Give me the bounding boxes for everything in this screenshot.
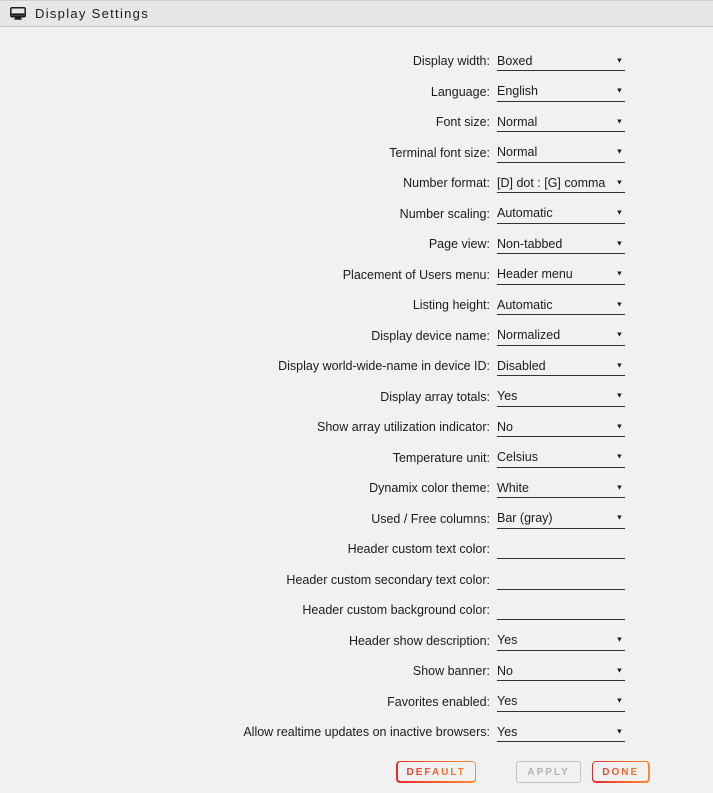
select-value: Yes xyxy=(497,724,518,739)
setting-select-temperature-unit[interactable] xyxy=(497,448,625,468)
chevron-down-icon: ▼ xyxy=(615,331,624,339)
select-value: [D] dot : [G] comma xyxy=(497,175,606,190)
chevron-down-icon: ▼ xyxy=(615,636,624,644)
settings-row-header-custom-text-color xyxy=(0,534,713,565)
setting-label: Show banner: xyxy=(412,664,490,679)
chevron-down-icon: ▼ xyxy=(615,453,624,461)
setting-label: Font size: xyxy=(435,115,490,130)
setting-label: Listing height: xyxy=(412,298,490,313)
setting-select-terminal-font-size[interactable] xyxy=(497,143,625,163)
setting-select-language[interactable] xyxy=(497,82,625,102)
chevron-down-icon: ▼ xyxy=(615,179,624,187)
settings-row-temperature-unit xyxy=(0,443,713,474)
select-value: Non-tabbed xyxy=(497,236,563,251)
setting-select-placement-of-users-menu[interactable] xyxy=(497,265,625,285)
display-icon xyxy=(10,7,26,21)
setting-label: Display array totals: xyxy=(380,389,490,404)
select-value: Header menu xyxy=(497,267,573,282)
settings-row-listing-height xyxy=(0,290,713,321)
settings-row-number-format xyxy=(0,168,713,199)
select-value: Yes xyxy=(497,633,518,648)
setting-label: Number scaling: xyxy=(399,206,490,221)
setting-select-font-size[interactable] xyxy=(497,112,625,132)
settings-row-display-device-name xyxy=(0,321,713,352)
settings-row-display-world-wide-name-in-device-id xyxy=(0,351,713,382)
select-value: Yes xyxy=(497,389,518,404)
settings-row-header-custom-secondary-text-color xyxy=(0,565,713,596)
setting-text-input-header-custom-text-color[interactable] xyxy=(497,539,625,559)
done-button[interactable] xyxy=(592,761,650,783)
chevron-down-icon: ▼ xyxy=(615,484,624,492)
select-value: Boxed xyxy=(497,53,533,68)
select-value: English xyxy=(497,84,538,99)
setting-select-display-width[interactable] xyxy=(497,51,625,71)
settings-row-show-array-utilization-indicator xyxy=(0,412,713,443)
setting-select-display-array-totals[interactable] xyxy=(497,387,625,407)
setting-label: Placement of Users menu: xyxy=(342,267,490,282)
chevron-down-icon: ▼ xyxy=(615,240,624,248)
default-button[interactable] xyxy=(396,761,476,783)
setting-label: Display world-wide-name in device ID: xyxy=(278,359,490,374)
select-value: Bar (gray) xyxy=(497,511,553,526)
setting-label: Header custom text color: xyxy=(347,542,490,557)
setting-label: Used / Free columns: xyxy=(371,511,490,526)
setting-select-listing-height[interactable] xyxy=(497,295,625,315)
setting-text-input-header-custom-background-color[interactable] xyxy=(497,600,625,620)
select-value: White xyxy=(497,480,529,495)
settings-row-allow-realtime-updates-on-inactive-browsers xyxy=(0,717,713,748)
settings-row-terminal-font-size xyxy=(0,138,713,169)
settings-row-font-size xyxy=(0,107,713,138)
setting-label: Header custom background color: xyxy=(302,603,490,618)
page-title: Display Settings xyxy=(35,6,150,21)
chevron-down-icon: ▼ xyxy=(615,362,624,370)
chevron-down-icon: ▼ xyxy=(615,392,624,400)
select-value: Celsius xyxy=(497,450,538,465)
setting-select-page-view[interactable] xyxy=(497,234,625,254)
setting-select-header-show-description[interactable] xyxy=(497,631,625,651)
settings-row-number-scaling xyxy=(0,199,713,230)
setting-label: Header custom secondary text color: xyxy=(286,572,490,587)
setting-select-dynamix-color-theme[interactable] xyxy=(497,478,625,498)
apply-button[interactable]: APPLY xyxy=(516,761,580,783)
chevron-down-icon: ▼ xyxy=(615,728,624,736)
select-value: Yes xyxy=(497,694,518,709)
select-value: Normal xyxy=(497,145,538,160)
setting-label: Header show description: xyxy=(348,633,490,648)
settings-row-used-free-columns xyxy=(0,504,713,535)
setting-select-display-device-name[interactable] xyxy=(497,326,625,346)
chevron-down-icon: ▼ xyxy=(615,667,624,675)
chevron-down-icon: ▼ xyxy=(615,697,624,705)
select-value: Automatic xyxy=(497,297,553,312)
settings-row-placement-of-users-menu xyxy=(0,260,713,291)
setting-label: Language: xyxy=(430,84,490,99)
setting-select-number-scaling[interactable] xyxy=(497,204,625,224)
setting-select-number-format[interactable] xyxy=(497,173,625,193)
chevron-down-icon: ▼ xyxy=(615,514,624,522)
select-value: No xyxy=(497,419,513,434)
setting-select-display-world-wide-name-in-device-id[interactable] xyxy=(497,356,625,376)
setting-label: Favorites enabled: xyxy=(387,694,490,709)
settings-row-favorites-enabled xyxy=(0,687,713,718)
chevron-down-icon: ▼ xyxy=(615,87,624,95)
settings-row-show-banner xyxy=(0,656,713,687)
chevron-down-icon: ▼ xyxy=(615,301,624,309)
select-value: No xyxy=(497,663,513,678)
chevron-down-icon: ▼ xyxy=(615,118,624,126)
settings-row-display-array-totals xyxy=(0,382,713,413)
setting-label: Terminal font size: xyxy=(389,145,490,160)
setting-text-input-header-custom-secondary-text-color[interactable] xyxy=(497,570,625,590)
select-value: Automatic xyxy=(497,206,553,221)
select-value: Disabled xyxy=(497,358,546,373)
settings-row-page-view xyxy=(0,229,713,260)
settings-row-display-width xyxy=(0,46,713,77)
select-value: Normalized xyxy=(497,328,561,343)
done-button-label: DONE xyxy=(593,762,648,781)
settings-row-dynamix-color-theme xyxy=(0,473,713,504)
setting-label: Display width: xyxy=(412,54,490,69)
setting-label: Allow realtime updates on inactive browsers: xyxy=(243,725,490,740)
settings-row-header-custom-background-color xyxy=(0,595,713,626)
chevron-down-icon: ▼ xyxy=(615,148,624,156)
chevron-down-icon: ▼ xyxy=(615,423,624,431)
default-button-label: DEFAULT xyxy=(398,762,475,781)
settings-form xyxy=(0,27,713,748)
setting-label: Number format: xyxy=(403,176,490,191)
button-row xyxy=(396,761,713,783)
select-value: Normal xyxy=(497,114,538,129)
settings-row-header-show-description xyxy=(0,626,713,657)
setting-label: Page view: xyxy=(428,237,490,252)
setting-label: Temperature unit: xyxy=(392,450,490,465)
setting-label: Display device name: xyxy=(371,328,490,343)
setting-select-show-array-utilization-indicator[interactable] xyxy=(497,417,625,437)
setting-select-used-free-columns[interactable] xyxy=(497,509,625,529)
chevron-down-icon: ▼ xyxy=(615,209,624,217)
setting-label: Dynamix color theme: xyxy=(369,481,490,496)
titlebar xyxy=(0,0,713,27)
setting-label: Show array utilization indicator: xyxy=(317,420,490,435)
setting-select-allow-realtime-updates-on-inactive-browsers[interactable] xyxy=(497,722,625,742)
setting-select-favorites-enabled[interactable] xyxy=(497,692,625,712)
chevron-down-icon: ▼ xyxy=(615,57,624,65)
chevron-down-icon: ▼ xyxy=(615,270,624,278)
setting-select-show-banner[interactable] xyxy=(497,661,625,681)
settings-row-language xyxy=(0,77,713,108)
